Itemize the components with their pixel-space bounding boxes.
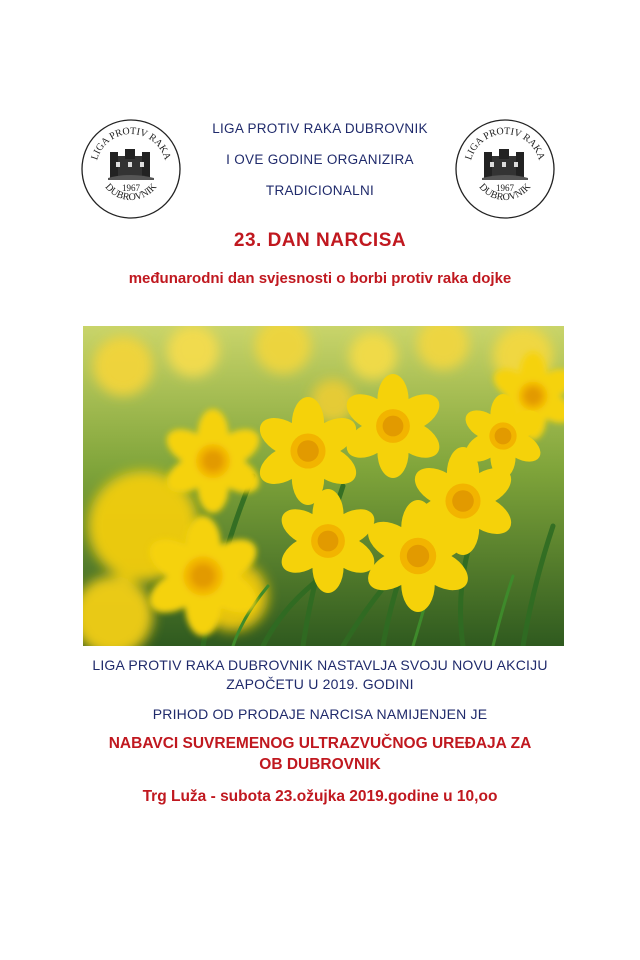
daffodils-photo: [83, 326, 564, 646]
daffodils-image: [83, 326, 564, 646]
event-title: 23. DAN NARCISA: [233, 230, 407, 251]
body-line-2: ZAPOČETU U 2019. GODINI: [226, 676, 414, 692]
body-line-3: PRIHOD OD PRODAJE NARCISA NAMIJENJEN JE: [152, 706, 488, 722]
event-subtitle: međunarodni dan svjesnosti o borbi protiv raka dojke: [128, 270, 512, 287]
seal-year: 1967: [496, 183, 514, 193]
highlight-line-1: NABAVCI SUVREMENOG ULTRAZVUČNOG UREĐAJA ZA: [108, 735, 532, 752]
header-organizes: I OVE GODINE ORGANIZIRA: [226, 152, 414, 167]
event-location-time: Trg Luža - subota 23.ožujka 2019.godine u 10,oo: [142, 788, 498, 805]
body-line-1: LIGA PROTIV RAKA DUBROVNIK NASTAVLJA SVOJU NOVU AKCIJU: [92, 657, 548, 673]
seal-year: 1967: [122, 183, 140, 193]
header-org-name: LIGA PROTIV RAKA DUBROVNIK: [212, 121, 428, 136]
highlight-line-2: OB DUBROVNIK: [259, 756, 381, 773]
seal-bottom-text: DUBROVNIK: [476, 181, 534, 204]
seal-top-text: LIGA PROTIV RAKA: [89, 125, 173, 162]
header-traditional: TRADICIONALNI: [265, 183, 375, 198]
seal-bottom-text: DUBROVNIK: [102, 181, 160, 204]
seal-top-text: LIGA PROTIV RAKA: [463, 125, 547, 162]
